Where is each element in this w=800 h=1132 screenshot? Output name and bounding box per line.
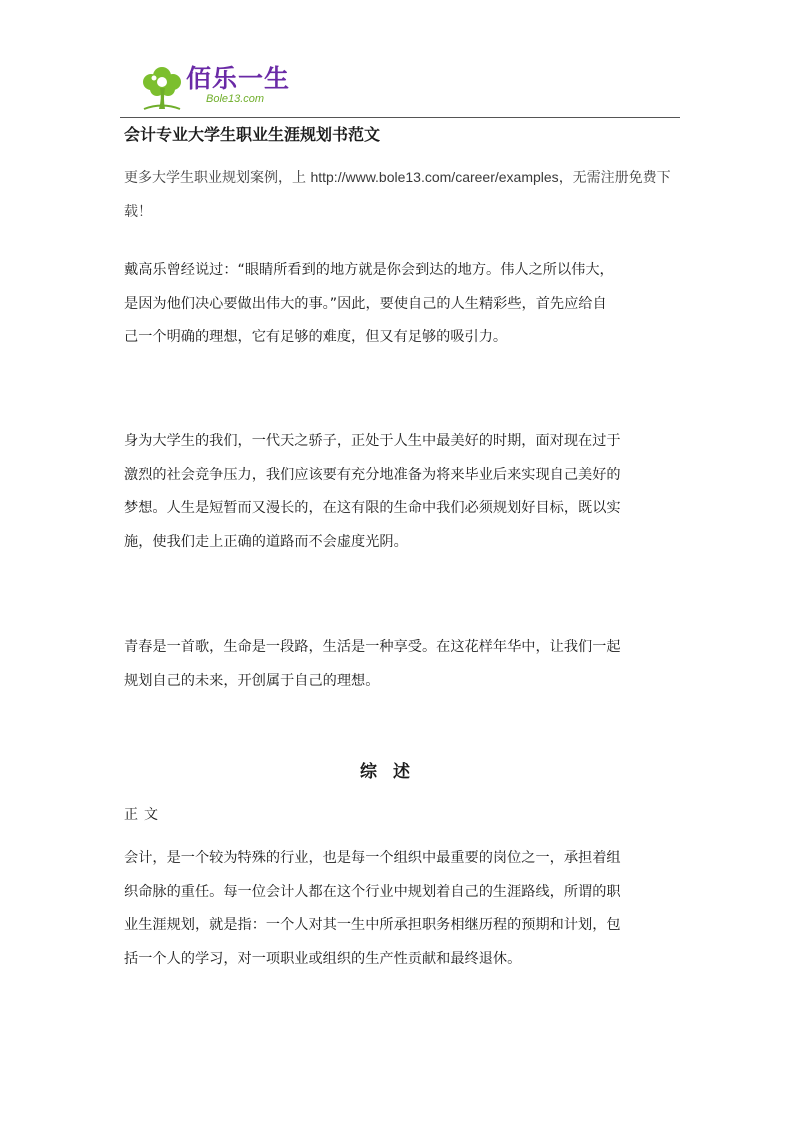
paragraph-line: 梦想。人生是短暂而又漫长的，在这有限的生命中我们必须规划好目标，既以实 [124,500,621,516]
paragraph-line: 己一个明确的理想，它有足够的难度，但又有足够的吸引力。 [124,329,508,345]
promo-suffix: ，无需注册免费下载！ [124,170,671,220]
subheading: 正文 [124,807,164,823]
promo-url[interactable]: http://www.bole13.com/career/examples [310,169,559,185]
paragraph-line: 织命脉的重任。每一位会计人都在这个行业中规划着自己的生涯路线，所谓的职 [124,883,621,900]
header-divider [120,117,680,118]
paragraph-line: 青春是一首歌，生命是一段路，生活是一种享受。在这花样年华中，让我们一起 [124,639,621,655]
paragraph-line: 是因为他们决心要做出伟大的事。”因此，要使自己的人生精彩些，首先应给自 [124,295,607,312]
document-title: 会计专业大学生职业生涯规划书范文 [124,125,381,144]
bole13-logo [138,62,298,118]
paragraph-line: 规划自己的未来，开创属于自己的理想。 [124,672,380,689]
logo-chinese-text: 佰乐一生 [186,64,291,93]
logo-domain-text: Bole13.com [206,93,265,105]
paragraph-2 [124,425,680,559]
paragraph-line: 施，使我们走上正确的道路而不会虚度光阴。 [124,533,408,550]
paragraph-3 [124,631,680,698]
body-paragraph [124,842,680,976]
paragraph-line: 业生涯规划，就是指：一个人对其一生中所承担职务相继历程的预期和计划，包 [124,917,621,933]
paragraph-line: 括一个人的学习，对一项职业或组织的生产性贡献和最终退休。 [124,950,522,967]
paragraph-line: 会计，是一个较为特殊的行业，也是每一个组织中最重要的岗位之一，承担着组 [124,850,621,866]
paragraph-line: 激烈的社会竞争压力，我们应该要有充分地准备为将来毕业后来实现自己美好的 [124,466,621,483]
promo-prefix: 更多大学生职业规划案例，上 [124,170,311,186]
paragraph-line: 戴高乐曾经说过：“眼睛所看到的地方就是你会到达的地方。伟人之所以伟大， [124,262,614,278]
section-heading: 综述 [360,762,426,782]
paragraph-line: 身为大学生的我们，一代天之骄子，正处于人生中最美好的时期，面对现在过于 [124,433,621,449]
tree-logo-icon [138,62,186,112]
paragraph-1 [124,254,680,355]
promo-text [124,160,684,229]
